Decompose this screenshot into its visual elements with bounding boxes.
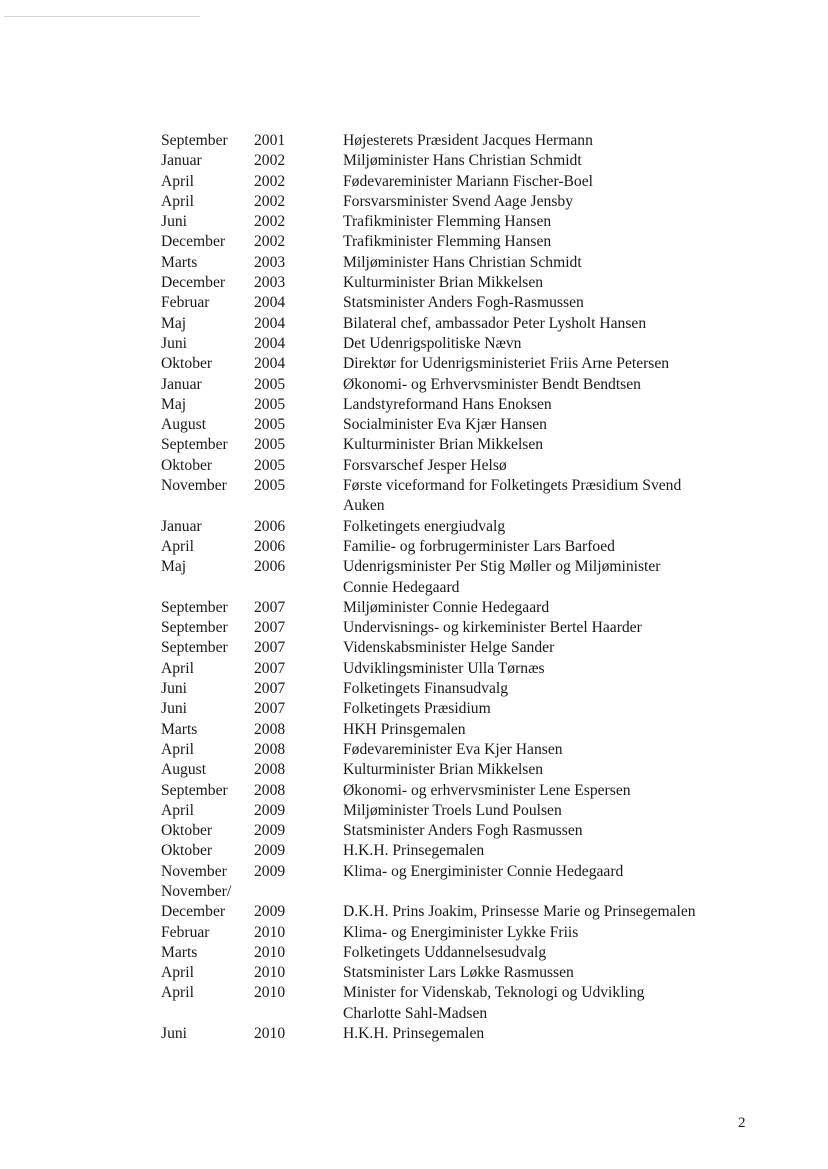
entry-description: Klima- og Energiminister Lykke Friis	[343, 923, 579, 941]
entry-description: Fødevareminister Eva Kjer Hansen	[343, 740, 563, 758]
entry-year: 2005	[254, 456, 286, 474]
entry-month: Oktober	[161, 842, 213, 860]
list-item	[161, 131, 761, 151]
list-item	[161, 618, 761, 638]
page-number: 2	[738, 1115, 746, 1131]
entry-description: H.K.H. Prinsegemalen	[343, 842, 485, 860]
entry-description: Folketingets Finansudvalg	[343, 680, 509, 698]
entry-month: December	[161, 274, 226, 292]
entry-year: 2002	[254, 172, 286, 190]
list-item	[161, 151, 761, 171]
entry-month: September	[161, 132, 228, 149]
list-item	[161, 212, 761, 232]
entry-year: 2008	[254, 761, 286, 779]
entry-year: 2006	[254, 517, 286, 535]
entry-year: 2007	[254, 639, 286, 657]
entry-month: November	[161, 862, 227, 880]
entry-description: Kulturminister Brian Mikkelsen	[343, 761, 544, 779]
list-item	[161, 557, 761, 598]
entry-description: Folketingets Uddannelsesudvalg	[343, 943, 547, 961]
list-item	[161, 679, 761, 699]
entry-description: Folketingets Præsidium	[343, 700, 491, 718]
entry-month: August	[161, 416, 207, 434]
list-item	[161, 334, 761, 354]
entry-month: September	[161, 781, 228, 799]
list-item	[161, 841, 761, 861]
entry-month: November	[161, 477, 227, 495]
list-item	[161, 760, 761, 780]
list-item	[161, 517, 761, 537]
entry-month: Januar	[161, 152, 202, 170]
list-item	[161, 781, 761, 801]
entry-year: 2007	[254, 680, 286, 698]
list-item	[161, 598, 761, 618]
entry-description: Miljøminister Hans Christian Schmidt	[343, 253, 582, 271]
entry-year: 2010	[254, 984, 286, 1002]
entry-description: Videnskabsminister Helge Sander	[343, 639, 555, 657]
entry-month: Juni	[161, 680, 187, 698]
entry-month: September	[161, 598, 228, 616]
entry-year: 2009	[254, 903, 286, 921]
entry-description: Miljøminister Troels Lund Poulsen	[343, 801, 562, 819]
list-item	[161, 801, 761, 821]
entry-year: 2010	[254, 923, 286, 941]
entry-description: Udviklingsminister Ulla Tørnæs	[343, 659, 545, 677]
top-edge-rule	[4, 16, 200, 17]
entry-year: 2007	[254, 619, 286, 637]
entry-month: Februar	[161, 923, 210, 941]
entry-description: Miljøminister Hans Christian Schmidt	[343, 152, 582, 170]
entry-year: 2005	[254, 436, 286, 454]
list-item	[161, 943, 761, 963]
entry-description: Økonomi- og Erhvervsminister Bendt Bendtsen	[343, 375, 641, 393]
entry-month: April	[161, 659, 194, 677]
entry-description: Kulturminister Brian Mikkelsen	[343, 436, 544, 454]
list-item	[161, 923, 761, 943]
list-item	[161, 983, 761, 1024]
list-item	[161, 293, 761, 313]
entry-description: Folketingets energiudvalg	[343, 517, 506, 535]
entry-description: Socialminister Eva Kjær Hansen	[343, 416, 547, 434]
entry-description: Statsminister Anders Fogh-Rasmussen	[343, 294, 584, 312]
entry-description: Bilateral chef, ambassador Peter Lysholt Hansen	[343, 314, 647, 332]
entry-year: 2004	[254, 294, 286, 312]
list-item	[161, 963, 761, 983]
entry-year: 2009	[254, 822, 286, 840]
entry-description: Forsvarschef Jesper Helsø	[343, 456, 507, 474]
entry-year: 2007	[254, 659, 286, 677]
entry-description: Landstyreformand Hans Enoksen	[343, 395, 552, 413]
entry-description: Højesterets Præsident Jacques Hermann	[343, 132, 593, 149]
entry-year: 2010	[254, 964, 286, 982]
entry-year: 2007	[254, 700, 286, 718]
list-item	[161, 273, 761, 293]
entry-month: Marts	[161, 720, 198, 738]
entry-month: August	[161, 761, 207, 779]
entry-description: Klima- og Energiminister Connie Hedegaard	[343, 862, 624, 880]
entry-month: April	[161, 537, 194, 555]
list-item	[161, 720, 761, 740]
entry-year: 2005	[254, 477, 286, 495]
entry-description: Miljøminister Connie Hedegaard	[343, 598, 550, 616]
entry-description: Statsminister Anders Fogh Rasmussen	[343, 822, 583, 840]
entry-description: Trafikminister Flemming Hansen	[343, 233, 552, 251]
entry-year: 2008	[254, 720, 286, 738]
entry-year: 2002	[254, 233, 286, 251]
list-item	[161, 862, 761, 882]
list-item	[161, 638, 761, 658]
entry-month: September	[161, 436, 228, 454]
entry-description: Direktør for Udenrigsministeriet Friis Arne Petersen	[343, 355, 670, 373]
entry-month: April	[161, 984, 194, 1002]
entry-description: Økonomi- og erhvervsminister Lene Espersen	[343, 781, 631, 799]
entry-month: Maj	[161, 314, 187, 332]
list-item	[161, 314, 761, 334]
entry-year: 2009	[254, 801, 286, 819]
list-item	[161, 172, 761, 192]
entry-month: Juni	[161, 213, 187, 231]
entry-description: Fødevareminister Mariann Fischer-Boel	[343, 172, 593, 190]
entry-year: 2005	[254, 375, 286, 393]
entry-description: H.K.H. Prinsegemalen	[343, 1025, 485, 1043]
list-item	[161, 882, 761, 923]
entry-year: 2009	[254, 842, 286, 860]
list-item	[161, 435, 761, 455]
entry-description: Udenrigsminister Per Stig Møller og Miljøminister Connie Hedegaard	[343, 558, 661, 596]
entry-month: Februar	[161, 294, 210, 312]
entry-year: 2004	[254, 355, 286, 373]
entry-year: 2002	[254, 152, 286, 170]
entry-year: 2001	[254, 132, 286, 149]
entry-description: Forsvarsminister Svend Aage Jensby	[343, 192, 573, 210]
entry-description: HKH Prinsgemalen	[343, 720, 466, 738]
entry-description: Minister for Videnskab, Teknologi og Udvikling Charlotte Sahl-Madsen	[343, 984, 645, 1022]
entry-month: Januar	[161, 375, 202, 393]
entry-year: 2004	[254, 334, 286, 352]
entry-year: 2003	[254, 274, 286, 292]
entry-description: Trafikminister Flemming Hansen	[343, 213, 552, 231]
list-item	[161, 699, 761, 719]
list-item	[161, 253, 761, 273]
visit-list	[161, 131, 761, 1044]
entry-description: Kulturminister Brian Mikkelsen	[343, 274, 544, 292]
entry-year: 2006	[254, 558, 286, 576]
entry-month: Oktober	[161, 822, 213, 840]
list-item	[161, 476, 761, 517]
entry-month: Juni	[161, 700, 187, 718]
entry-month: December	[161, 233, 226, 251]
entry-description: Første viceformand for Folketingets Præsidium Svend Auken	[343, 477, 682, 515]
entry-year: 2006	[254, 537, 286, 555]
entry-year: 2008	[254, 740, 286, 758]
entry-year: 2005	[254, 395, 286, 413]
entry-year: 2005	[254, 416, 286, 434]
entry-month: April	[161, 172, 194, 190]
list-item	[161, 192, 761, 212]
entry-month: April	[161, 740, 194, 758]
entry-description: Undervisnings- og kirkeminister Bertel Haarder	[343, 619, 642, 637]
entry-month: April	[161, 801, 194, 819]
entry-year: 2004	[254, 314, 286, 332]
list-item	[161, 375, 761, 395]
list-item	[161, 456, 761, 476]
entry-year: 2009	[254, 862, 286, 880]
entry-month: Marts	[161, 253, 198, 271]
entry-year: 2002	[254, 213, 286, 231]
entry-description: Familie- og forbrugerminister Lars Barfoed	[343, 537, 615, 555]
entry-month: September	[161, 619, 228, 637]
entry-description: D.K.H. Prins Joakim, Prinsesse Marie og Prinsegemalen	[343, 903, 696, 921]
entry-month: Maj	[161, 558, 187, 576]
entry-month: April	[161, 192, 194, 210]
entry-month: April	[161, 964, 194, 982]
entry-month: Marts	[161, 943, 198, 961]
entry-month: Oktober	[161, 456, 213, 474]
entry-year: 2003	[254, 253, 286, 271]
entry-description: Statsminister Lars Løkke Rasmussen	[343, 964, 574, 982]
entry-year: 2010	[254, 943, 286, 961]
list-item	[161, 1024, 761, 1044]
entry-month: Juni	[161, 334, 187, 352]
entry-month: Oktober	[161, 355, 213, 373]
list-item	[161, 395, 761, 415]
list-item	[161, 415, 761, 435]
entry-year: 2010	[254, 1025, 286, 1043]
entry-year: 2008	[254, 781, 286, 799]
list-item	[161, 740, 761, 760]
entry-year: 2002	[254, 192, 286, 210]
list-item	[161, 821, 761, 841]
list-item	[161, 232, 761, 252]
entry-description: Det Udenrigspolitiske Nævn	[343, 334, 522, 352]
entry-month: Januar	[161, 517, 202, 535]
entry-month: Juni	[161, 1025, 187, 1043]
list-item	[161, 537, 761, 557]
list-item	[161, 659, 761, 679]
entry-month: November/ December	[161, 882, 232, 921]
list-item	[161, 354, 761, 374]
entry-month: Maj	[161, 395, 187, 413]
entry-month: September	[161, 639, 228, 657]
entry-year: 2007	[254, 598, 286, 616]
